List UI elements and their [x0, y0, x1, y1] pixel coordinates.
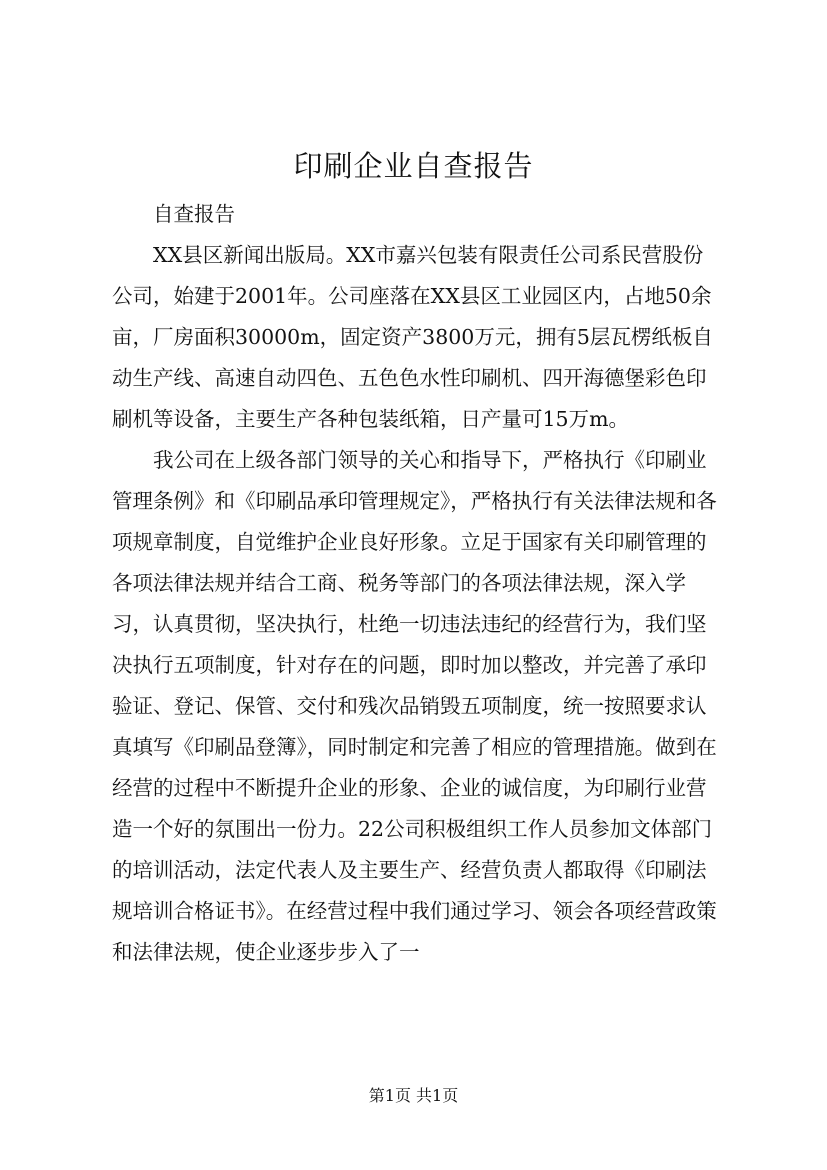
- paragraph-compliance: 我公司在上级各部门领导的关心和指导下，严格执行《印刷业管理条例》和《印刷品承印管理规定》，严格执行有关法律法规和各项规章制度，自觉维护企业良好形象。立足于国家有关印刷管理的各项法律法规并结合工商、税务等部门的各项法律法规，深入学习，认真贯彻，坚决执行，杜绝一切违法违纪的经营行为，我们坚决执行五项制度，针对存在的问题，即时加以整改，并完善了承印验证、登记、保管、交付和残次品销毁五项制度，统一按照要求认真填写《印刷品登簿》，同时制定和完善了相应的管理措施。做到在经营的过程中不断提升企业的形象、企业的诚信度，为印刷行业营造一个好的氛围出一份力。22公司积极组织工作人员参加文体部门的培训活动，法定代表人及主要生产、经营负责人都取得《印刷法规培训合格证书》。在经营过程中我们通过学习、领会各项经营政策和法律法规，使企业逐步步入了一: [112, 448, 717, 964]
- page-footer: 第1页 共1页: [368, 1086, 459, 1105]
- section-heading: 自查报告: [153, 202, 235, 226]
- document-body: [112, 194, 722, 973]
- document-title: 印刷企业自查报告: [293, 149, 534, 183]
- paragraph-company-intro: XX县区新闻出版局。XX市嘉兴包装有限责任公司系民营股份公司，始建于2001年。公司座落在XX县区工业园区内，占地50余亩，厂房面积30000m，固定资产3800万元，拥有5层瓦楞纸板自动生产线、高速自动四色、五色色水性印刷机、四开海德堡彩色印刷机等设备，主要生产各种包装纸箱，日产量可15万m。: [112, 243, 713, 431]
